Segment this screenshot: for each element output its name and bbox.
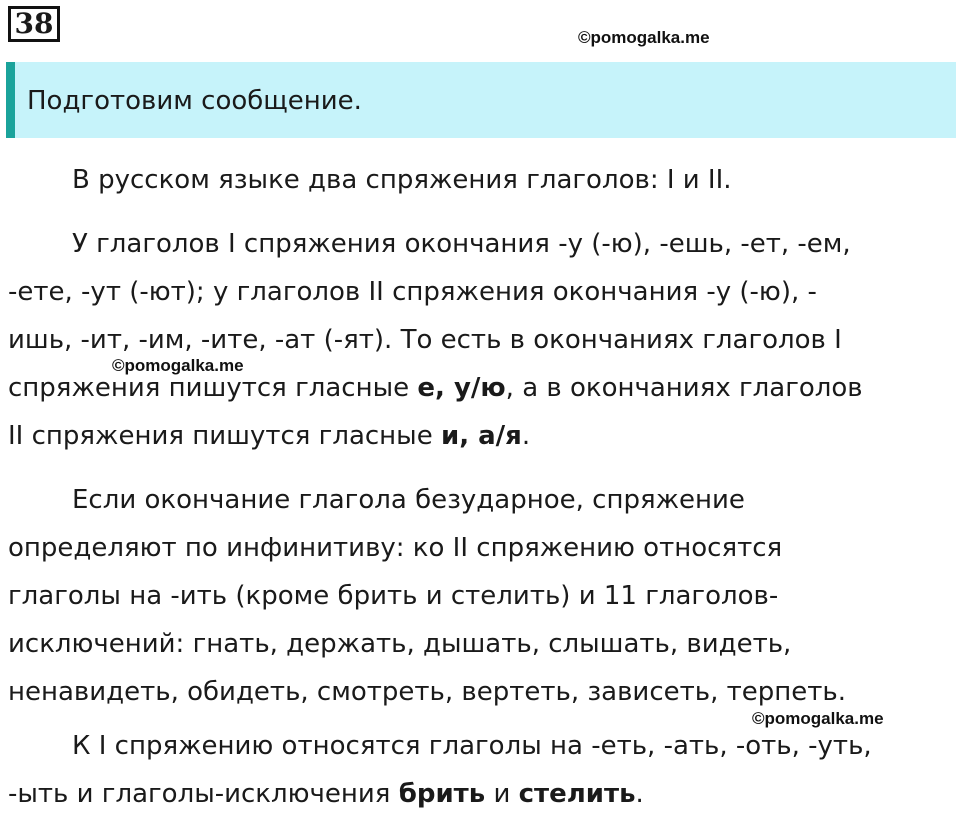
paragraph-line: К I спряжению относятся глаголы на -еть, -ать, -оть, -уть, [72,731,872,761]
text-run: , а в окончаниях глаголов [505,373,863,403]
text-run: спряжения пишутся гласные [8,373,418,403]
paragraph-line [8,412,863,460]
text-run: . [521,421,531,451]
bold-vowels-conj2: и, а/я [440,421,522,451]
paragraph-line: ишь, -ит, -им, -ите, -ат (-ят). То есть в окончаниях глаголов I [8,325,842,355]
paragraph-line: В русском языке два спряжения глаголов: I и II. [72,165,732,195]
bold-vowels-conj1: е, у/ю [417,373,506,403]
paragraph-line: исключений: гнать, держать, дышать, слышать, видеть, [8,629,792,659]
paragraph-4 [8,722,872,818]
bold-word-stelit: стелить [518,779,636,809]
watermark-bottom: ©pomogalka.me [752,709,884,728]
paragraph-line: определяют по инфинитиву: ко II спряжению относятся [8,533,783,563]
text-run: II спряжения пишутся гласные [8,421,441,451]
watermark-top: ©pomogalka.me [578,28,710,47]
task-banner [6,62,956,138]
watermark-middle: ©pomogalka.me [112,356,244,375]
text-run: . [635,779,644,809]
text-run: и [485,779,519,809]
paragraph-line: ненавидеть, обидеть, смотреть, вертеть, зависеть, терпеть. [8,677,846,707]
task-number-box: 38 [8,6,60,42]
banner-title: Подготовим сообщение. [27,86,362,116]
bold-word-brit: брить [398,779,486,809]
paragraph-2 [8,220,863,460]
paragraph-line: У глаголов I спряжения окончания -у (-ю), -ешь, -ет, -ем, [72,229,851,259]
paragraph-line: -ете, -ут (-ют); у глаголов II спряжения окончания -у (-ю), - [8,277,817,307]
paragraph-line: Если окончание глагола безударное, спряжение [72,485,745,515]
paragraph-line: глаголы на -ить (кроме брить и стелить) и 11 глаголов- [8,581,779,611]
paragraph-1 [8,156,732,204]
paragraph-3 [8,476,846,716]
text-run: -ыть и глаголы-исключения [8,779,399,809]
